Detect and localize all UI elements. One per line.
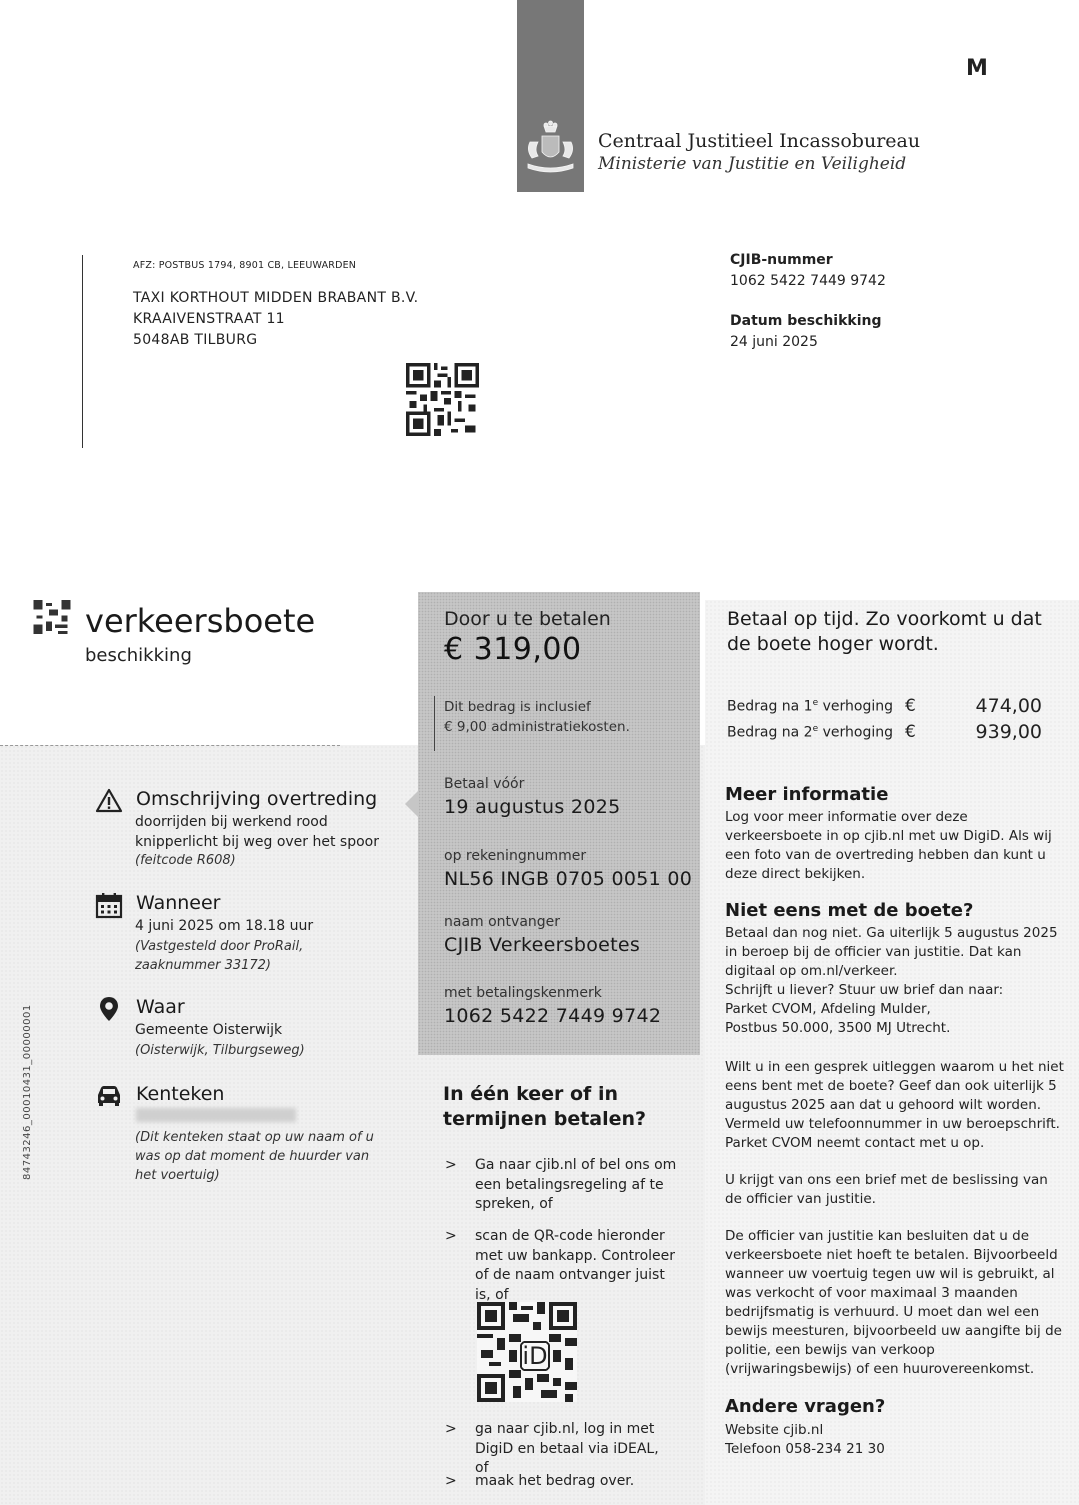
instalment-option: ga naar cjib.nl, log in met DigiD en betaal via iDEAL, of (475, 1421, 659, 1476)
more-info-text: Log voor meer informatie over deze verkeersboete in op cjib.nl met uw DigiD. Als wij een foto van de overtreding hebben dan kunt u deze direct bekijken. (725, 809, 1052, 882)
reference-value: 1062 5422 7449 9742 (444, 1005, 662, 1027)
instalment-option: Ga naar cjib.nl of bel ons om een betalingsregeling af te spreken, of (475, 1157, 677, 1212)
payment-qr-code (477, 1302, 577, 1402)
decision-letter-text: U krijgt van ons een brief met de beslissing van de officier van justitie. (725, 1172, 1048, 1207)
cjib-number-value: 1062 5422 7449 9742 (730, 273, 886, 289)
increase-value: 474,00 (975, 695, 1042, 717)
page-title: verkeersboete (85, 602, 316, 640)
cjib-number-label: CJIB-nummer (730, 252, 833, 268)
address-rule (82, 255, 83, 448)
decision-date-label: Datum beschikking (730, 313, 882, 329)
sender-address: AFZ: POSTBUS 1794, 8901 CB, LEEUWARDEN (133, 260, 357, 271)
instalments-heading: In één keer of in termijnen betalen? (443, 1083, 647, 1130)
increase-label: Bedrag na 1e verhoging (727, 698, 893, 715)
recipient-line: TAXI KORTHOUT MIDDEN BRABANT B.V. (133, 290, 419, 306)
plate-number-redacted (136, 1108, 296, 1122)
bullet-arrow: > (445, 1421, 457, 1437)
instalment-option: scan de QR-code hieronder met uw bankapp. Controleer of de naam ontvanger juist is, of (475, 1228, 676, 1303)
bullet-arrow: > (445, 1228, 457, 1244)
plate-heading: Kenteken (136, 1083, 225, 1105)
account-value: NL56 INGB 0705 0051 00 (444, 868, 693, 890)
recipient-value: CJIB Verkeersboetes (444, 934, 641, 956)
document-barcode-number: 84743246_00010431_00000001 (22, 1004, 33, 1180)
offence-description: doorrijden bij werkend rood knipperlicht bij weg over het spoor (135, 814, 379, 850)
disagree-text (725, 924, 1065, 1038)
divider (0, 745, 340, 746)
when-heading: Wanneer (136, 892, 221, 914)
recipient-label: naam ontvanger (444, 914, 561, 930)
bullet-arrow: > (445, 1157, 457, 1173)
offence-heading: Omschrijving overtreding (136, 788, 378, 810)
increase-value: 939,00 (975, 721, 1042, 743)
when-value: 4 juni 2025 om 18.18 uur (135, 918, 314, 934)
inclusive-line: € 9,00 administratiekosten. (444, 719, 630, 735)
decision-date-value: 24 juni 2025 (730, 334, 818, 350)
increase-label: Bedrag na 2e verhoging (727, 724, 893, 741)
bullet-arrow: > (445, 1473, 457, 1489)
pay-on-time-heading: Betaal op tijd. Zo voorkomt u dat de boete hoger wordt. (727, 608, 1042, 655)
car-icon (95, 1081, 123, 1109)
warning-triangle-icon (95, 787, 123, 815)
hearing-text: Wilt u in een gesprek uitleggen waarom u het niet eens bent met de boete? Geef dan ook uiterlijk 5 augustus 2025 aan dat u gehoord wilt worden. Vermeld uw telefoonnummer in uw beroepschrift. Parket CVOM neemt contact met u op. (725, 1059, 1064, 1151)
disagree-address-line: Postbus 50.000, 3500 MJ Utrecht. (725, 1020, 951, 1036)
more-info-heading: Meer informatie (725, 784, 889, 805)
where-heading: Waar (136, 996, 185, 1018)
disagree-address-line: Parket CVOM, Afdeling Mulder, (725, 1001, 931, 1017)
mail-qr-code (406, 363, 479, 436)
qr-code-icon (33, 600, 71, 634)
disagree-paragraph: Betaal dan nog niet. Ga uiterlijk 5 augustus 2025 in beroep bij de officier van justitie. Dat kan digitaal op om.nl/verkeer. (725, 925, 1058, 979)
recipient-line: KRAAIVENSTRAAT 11 (133, 311, 285, 327)
disagree-heading: Niet eens met de boete? (725, 900, 974, 921)
payment-intro: Door u te betalen (444, 608, 611, 630)
offence-code: (feitcode R608) (135, 853, 236, 868)
calendar-icon (95, 891, 123, 919)
other-questions-heading: Andere vragen? (725, 1396, 886, 1417)
instalment-option: maak het bedrag over. (475, 1473, 635, 1489)
waiver-text: De officier van justitie kan besluiten dat u de verkeersboete niet hoeft te betalen. Bijvoorbeeld wanneer uw voertuig tegen uw wil is gebruikt, al was verkocht of voor maximaal 3 maanden bedrijfsmatig is verhuurd. U moet dan wel een bewijs meesturen, bijvoorbeeld uw aangifte bij de politie, een bewijs van verkoop (vrijwaringsbewijs) of een huurovereenkomst. (725, 1228, 1062, 1377)
payment-amount: € 319,00 (444, 632, 582, 667)
payment-inclusive-note (444, 697, 630, 737)
increase-currency: € (905, 696, 916, 716)
increase-currency: € (905, 722, 916, 742)
svg-text:iD: iD (522, 1342, 548, 1370)
where-value: Gemeente Oisterwijk (135, 1022, 283, 1038)
disagree-paragraph: Schrijft u liever? Stuur uw brief dan naar: (725, 982, 1004, 998)
page-subtitle: beschikking (85, 645, 192, 666)
panel-arrow (405, 790, 419, 818)
plate-note: (Dit kenteken staat op uw naam of u was op dat moment de huurder van het voertuig) (135, 1130, 374, 1183)
payment-rule (434, 696, 435, 751)
inclusive-line: Dit bedrag is inclusief (444, 699, 591, 715)
location-pin-icon (95, 995, 123, 1023)
when-note: (Vastgesteld door ProRail, zaaknummer 33172) (135, 939, 304, 973)
reference-label: met betalingskenmerk (444, 985, 602, 1001)
due-date-label: Betaal vóór (444, 776, 525, 792)
letter-mark: M (966, 56, 988, 81)
ministry-name: Ministerie van Justitie en Veiligheid (598, 154, 907, 174)
recipient-line: 5048AB TILBURG (133, 332, 258, 348)
account-label: op rekeningnummer (444, 848, 587, 864)
due-date-value: 19 augustus 2025 (444, 796, 621, 818)
coat-of-arms-icon (522, 120, 579, 180)
phone-line: Telefoon 058-234 21 30 (725, 1441, 885, 1457)
website-line: Website cjib.nl (725, 1422, 824, 1438)
organisation-name: Centraal Justitieel Incassobureau (598, 130, 921, 152)
where-note: (Oisterwijk, Tilburgseweg) (135, 1043, 305, 1058)
